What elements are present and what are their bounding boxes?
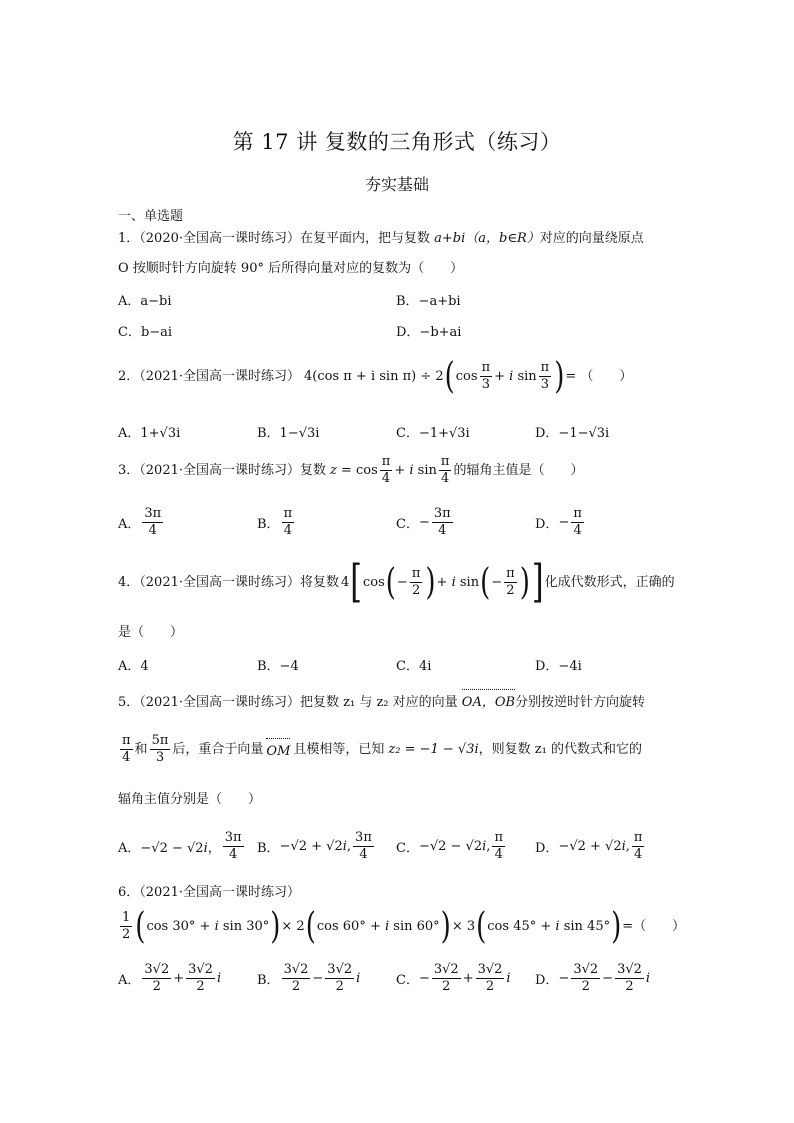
q2-frac-1: $\frac{\pi}{3}$: [481, 360, 491, 392]
q1-option-d: D．−b+ai: [396, 325, 462, 340]
q3-suffix: 的辐角主值是（ ）: [453, 462, 584, 478]
q2-rparen: ): [554, 355, 565, 398]
vector-oa-ob: OA，OB: [462, 688, 515, 714]
section-heading: 一、单选题: [118, 209, 184, 224]
q6-option-a: A． $\frac{3√2}{2}$ + $\frac{3√2}{2}$ i: [118, 962, 222, 994]
question-5-line-2: $\frac{\pi}{4}$ 和 $\frac{5\pi}{3}$ 后，重合于向量 OM 且模相等，已知 z₂ = −1 − √3i ，则复数 z₁ 的代数式和它的: [122, 733, 642, 765]
q1-prefix: 1．（2020·全国高一课时练习）在复平面内，把与复数: [118, 231, 435, 246]
q3-option-d: D． − $\frac{\pi}{4}$: [535, 506, 582, 538]
q2-plus-isin: + i sin: [494, 368, 537, 384]
q3-plus-isin: + i sin: [394, 462, 437, 478]
q2-prefix: 2．（2021·全国高一课时练习）: [118, 368, 300, 384]
question-4: 4．（2021·全国高一课时练习）将复数 4 [ cos ( − $\frac{\pi}{2}$ ) + i sin ( − $\frac{\pi}{2}$ ) ] 化成代数形式，正确的: [118, 555, 675, 608]
q4-option-c: C．4i: [396, 659, 432, 674]
q5-option-c: C． −√2 − √2i, $\frac{\pi}{4}$: [396, 830, 503, 862]
q2-math-a: 4(cos π + i sin π) ÷ 2: [304, 368, 444, 384]
q6-option-c: C． − $\frac{3√2}{2}$ + $\frac{3√2}{2}$ i: [396, 962, 511, 994]
question-1-line-1: [118, 228, 644, 250]
question-3: [118, 454, 583, 487]
vector-om: OM: [266, 737, 290, 763]
q3-z-eq: z = cos: [330, 462, 378, 478]
question-4-line-2: 是（ ）: [118, 625, 184, 640]
q4-prefix: 4．（2021·全国高一课时练习）将复数: [118, 574, 339, 590]
question-6-expression: $\frac{1}{2}$ ( cos 30° + i sin 30° ) × 2 ( cos 60° + i sin 60° ) × 3 ( cos 45° + i sin 45° ) =（ ）: [122, 905, 686, 948]
q3-frac-2: $\frac{\pi}{4}$: [440, 454, 450, 486]
q4-option-d: D．−4i: [535, 659, 582, 674]
q2-tail: = （ ）: [565, 368, 633, 384]
question-5-line-1: 5．（2021·全国高一课时练习）把复数 z₁ 与 z₂ 对应的向量 OA，OB分别按逆时针方向旋转: [118, 688, 645, 714]
question-2: [118, 355, 633, 398]
q4-suffix: 化成代数形式，正确的: [544, 574, 675, 590]
q2-frac-2: $\frac{\pi}{3}$: [540, 360, 550, 392]
q1-math: a+bi（a，b∈R）: [434, 231, 540, 246]
q5-option-b: B． −√2 + √2i, $\frac{3\pi}{4}$: [257, 830, 372, 862]
q2-option-b: B．1−√3i: [257, 426, 320, 441]
q1-option-a: A．a−bi: [118, 294, 172, 309]
q4-option-a: A．4: [118, 659, 149, 674]
page-subtitle: 夯实基础: [364, 175, 429, 194]
q5-option-a: A． −√2 − √2i， $\frac{3\pi}{4}$: [118, 830, 242, 862]
q3-prefix: 3．（2021·全国高一课时练习）复数: [118, 462, 326, 478]
q4-option-b: B．−4: [257, 659, 299, 674]
question-1-line-2: O 按顺时针方向旋转 90° 后所得向量对应的复数为（ ）: [118, 261, 464, 276]
page-title: 第 17 讲 复数的三角形式（练习）: [232, 130, 562, 154]
q6-option-d: D． − $\frac{3√2}{2}$ − $\frac{3√2}{2}$ i: [535, 962, 651, 994]
q3-frac-1: $\frac{\pi}{4}$: [381, 454, 391, 486]
q5-z2-value: z₂ = −1 − √3i: [388, 741, 479, 757]
q2-option-c: C．−1+√3i: [396, 426, 470, 441]
q2-option-d: D．−1−√3i: [535, 426, 610, 441]
q6-option-b: B． $\frac{3√2}{2}$ − $\frac{3√2}{2}$ i: [257, 962, 361, 994]
q5-option-d: D． −√2 + √2i, $\frac{\pi}{4}$: [535, 830, 643, 862]
q1-option-b: B．−a+bi: [396, 294, 461, 309]
question-5-line-3: 辐角主值分别是（ ）: [118, 792, 262, 807]
q2-cos: cos: [455, 368, 478, 384]
q3-option-c: C． − $\frac{3\pi}{4}$: [396, 506, 451, 538]
q2-lparen: (: [444, 355, 455, 398]
q3-option-b: B． $\frac{\pi}{4}$: [257, 506, 293, 538]
q1-option-c: C．b−ai: [118, 325, 173, 340]
question-6-line-1: 6．（2021·全国高一课时练习）: [118, 885, 300, 900]
q1-suffix: 对应的向量绕原点: [539, 231, 644, 246]
q3-option-a: A． $\frac{3\pi}{4}$: [118, 506, 162, 538]
q2-option-a: A．1+√3i: [118, 426, 181, 441]
